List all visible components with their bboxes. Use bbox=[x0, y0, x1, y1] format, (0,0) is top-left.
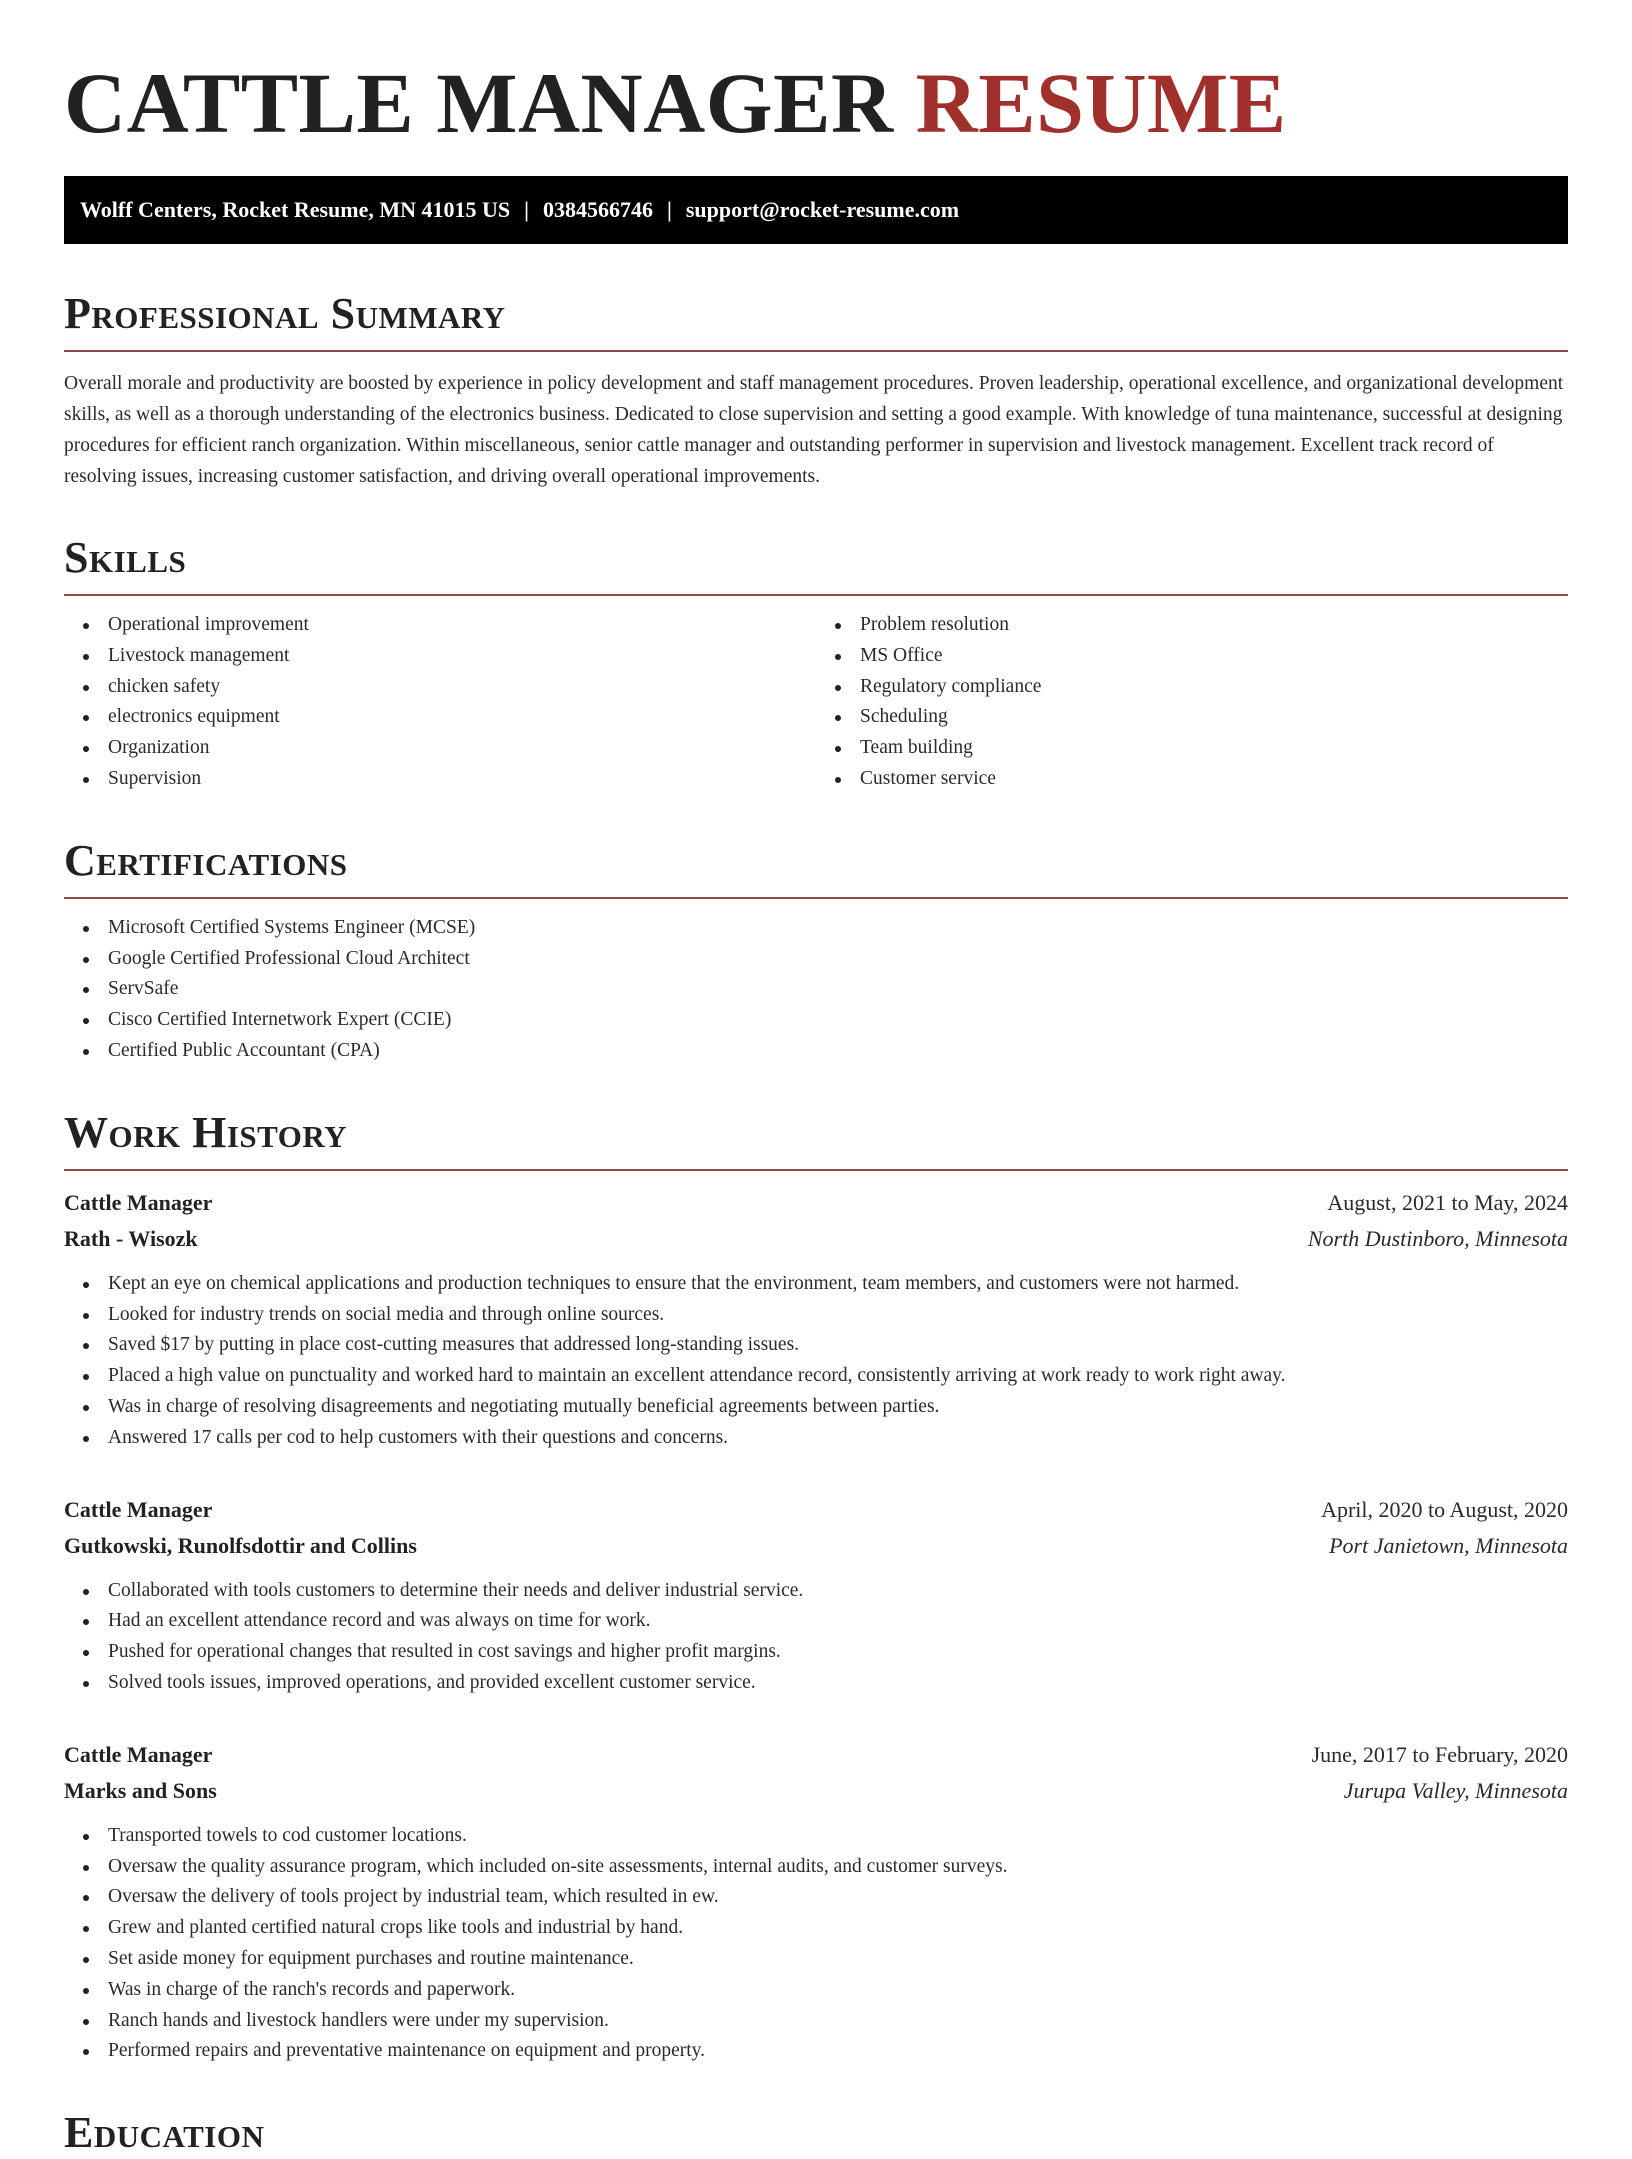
skill-item: Regulatory compliance bbox=[860, 672, 1568, 703]
title-accent: RESUME bbox=[915, 55, 1287, 151]
job-duty: Performed repairs and preventative maintenance on equipment and property. bbox=[108, 2036, 1568, 2067]
job-duty: Answered 17 calls per cod to help customers with their questions and concerns. bbox=[108, 1423, 1568, 1454]
skill-item: MS Office bbox=[860, 641, 1568, 672]
section-heading: Work History bbox=[64, 1107, 348, 1157]
skills-list-left bbox=[64, 610, 816, 795]
skills-list-right bbox=[816, 610, 1568, 795]
certification-item: ServSafe bbox=[108, 974, 1568, 1005]
resume-page bbox=[64, 0, 1568, 2159]
job-duty: Set aside money for equipment purchases and routine maintenance. bbox=[108, 1944, 1568, 1975]
job-duty: Solved tools issues, improved operations, and provided excellent customer service. bbox=[108, 1668, 1568, 1699]
skills-grid bbox=[64, 596, 1568, 795]
job-duty: Ranch hands and livestock handlers were under my supervision. bbox=[108, 2006, 1568, 2037]
certifications-section bbox=[64, 835, 1568, 1067]
certifications-list bbox=[64, 913, 1568, 1067]
skill-item: Customer service bbox=[860, 764, 1568, 795]
job-title: Cattle Manager bbox=[64, 1189, 213, 1215]
job-duty: Grew and planted certified natural crops like tools and industrial by hand. bbox=[108, 1913, 1568, 1944]
job-title: Cattle Manager bbox=[64, 1741, 213, 1767]
job-dates: April, 2020 to August, 2020 bbox=[1321, 1496, 1568, 1522]
contact-separator: | bbox=[667, 197, 672, 222]
job-entry bbox=[64, 1737, 1568, 2067]
section-heading: Skills bbox=[64, 533, 187, 582]
job-duty: Looked for industry trends on social media and through online sources. bbox=[108, 1300, 1568, 1331]
contact-address: Wolff Centers, Rocket Resume, MN 41015 US bbox=[80, 197, 511, 222]
skill-item: Problem resolution bbox=[860, 610, 1568, 641]
education-section bbox=[64, 2107, 1568, 2159]
skill-item: Team building bbox=[860, 733, 1568, 764]
section-divider bbox=[64, 350, 1568, 352]
skills-section bbox=[64, 532, 1568, 795]
job-company: Rath - Wisozk bbox=[64, 1225, 198, 1251]
job-dates: June, 2017 to February, 2020 bbox=[1311, 1741, 1568, 1767]
skill-item: Operational improvement bbox=[108, 610, 816, 641]
job-duty: Oversaw the quality assurance program, which included on-site assessments, internal audits, and customer surveys. bbox=[108, 1852, 1568, 1883]
job-duties-list bbox=[64, 1269, 1568, 1454]
skill-item: Supervision bbox=[108, 764, 816, 795]
professional-summary-section bbox=[64, 288, 1568, 492]
contact-bar bbox=[64, 176, 1568, 244]
job-company: Gutkowski, Runolfsdottir and Collins bbox=[64, 1532, 417, 1558]
skill-item: electronics equipment bbox=[108, 702, 816, 733]
job-duty: Pushed for operational changes that resulted in cost savings and higher profit margins. bbox=[108, 1637, 1568, 1668]
contact-phone: 0384566746 bbox=[543, 197, 654, 222]
job-duty: Saved $17 by putting in place cost-cutting measures that addressed long-standing issues. bbox=[108, 1330, 1568, 1361]
certification-item: Certified Public Accountant (CPA) bbox=[108, 1036, 1568, 1067]
skill-item: chicken safety bbox=[108, 672, 816, 703]
title-main: CATTLE MANAGER bbox=[64, 55, 894, 151]
job-company-row bbox=[64, 1528, 1568, 1564]
job-duty: Transported towels to cod customer locations. bbox=[108, 1821, 1568, 1852]
job-company-row bbox=[64, 1773, 1568, 1809]
section-heading: Education bbox=[64, 2108, 265, 2158]
job-duty: Had an excellent attendance record and was always on time for work. bbox=[108, 1606, 1568, 1637]
job-duty: Oversaw the delivery of tools project by industrial team, which resulted in ew. bbox=[108, 1882, 1568, 1913]
contact-separator: | bbox=[524, 197, 530, 222]
certification-item: Microsoft Certified Systems Engineer (MCSE) bbox=[108, 913, 1568, 944]
job-title: Cattle Manager bbox=[64, 1496, 213, 1522]
job-entry bbox=[64, 1492, 1568, 1699]
job-dates: August, 2021 to May, 2024 bbox=[1327, 1189, 1568, 1215]
work-history-section bbox=[64, 1107, 1568, 2067]
resume-title bbox=[64, 0, 1568, 158]
job-location: Jurupa Valley, Minnesota bbox=[1343, 1777, 1568, 1803]
job-entry bbox=[64, 1185, 1568, 1454]
skill-item: Livestock management bbox=[108, 641, 816, 672]
job-duty: Kept an eye on chemical applications and production techniques to ensure that the environment, team members, and customers were not harmed. bbox=[108, 1269, 1568, 1300]
job-duties-list bbox=[64, 1576, 1568, 1699]
job-company: Marks and Sons bbox=[64, 1777, 217, 1803]
section-heading: Professional Summary bbox=[64, 289, 506, 338]
skill-item: Organization bbox=[108, 733, 816, 764]
job-duties-list bbox=[64, 1821, 1568, 2067]
skill-item: Scheduling bbox=[860, 702, 1568, 733]
job-location: North Dustinboro, Minnesota bbox=[1307, 1225, 1568, 1251]
certification-item: Cisco Certified Internetwork Expert (CCIE) bbox=[108, 1005, 1568, 1036]
job-header-row bbox=[64, 1492, 1568, 1528]
job-location: Port Janietown, Minnesota bbox=[1329, 1532, 1568, 1558]
summary-text: Overall morale and productivity are boosted by experience in policy development and staff management procedures. Proven leadership, operational excellence, and organizational development skills, as well as a thorough understanding of the electronics business. Dedicated to close supervision and setting a good example. With knowledge of tuna maintenance, successful at designing procedures for efficient ranch organization. Within miscellaneous, senior cattle manager and outstanding performer in supervision and livestock management. Excellent track record of resolving issues, increasing customer satisfaction, and driving overall operational improvements. bbox=[64, 373, 1564, 487]
section-divider bbox=[64, 1169, 1568, 1171]
job-duty: Was in charge of resolving disagreements and negotiating mutually beneficial agreements between parties. bbox=[108, 1392, 1568, 1423]
job-header-row bbox=[64, 1737, 1568, 1773]
job-duty: Was in charge of the ranch's records and paperwork. bbox=[108, 1975, 1568, 2006]
certification-item: Google Certified Professional Cloud Architect bbox=[108, 944, 1568, 975]
job-company-row bbox=[64, 1221, 1568, 1257]
section-heading: Certifications bbox=[64, 835, 348, 885]
job-duty: Placed a high value on punctuality and worked hard to maintain an excellent attendance record, consistently arriving at work ready to work right away. bbox=[108, 1361, 1568, 1392]
section-divider bbox=[64, 897, 1568, 899]
job-duty: Collaborated with tools customers to determine their needs and deliver industrial service. bbox=[108, 1576, 1568, 1607]
contact-email: support@rocket-resume.com bbox=[685, 197, 960, 222]
job-header-row bbox=[64, 1185, 1568, 1221]
